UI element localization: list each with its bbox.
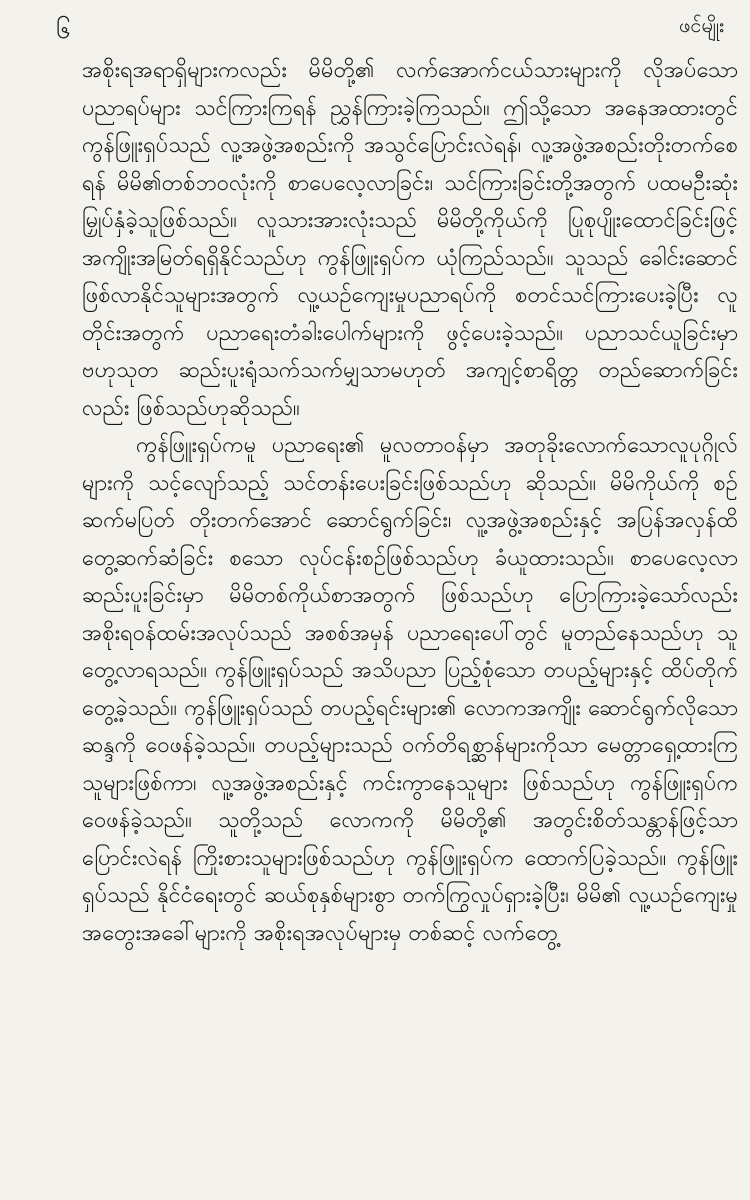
paragraph-2: ကွန်ဖြူးရှပ်ကမူ ပညာရေး၏ မူလတာဝန်မှာ အတုခိုးလောက်သောလူပုဂ္ဂိုလ်များကို သင့်လျော်သည့် သင်တန်းပေးခြင်းဖြစ်သည်ဟု ဆိုသည်။ မိမိကိုယ်ကို စဉ်ဆက်မပြတ် တိုးတက်အောင် ဆောင်ရွက်ခြင်း၊ လူ့အဖွဲ့အစည်းနှင့် အပြန်အလှန်ထိတွေ့ဆက်ဆံခြင်း စသော လုပ်ငန်းစဉ်ဖြစ်သည်ဟု ခံယူထားသည်။ စာပေလေ့လာဆည်းပူးခြင်းမှာ မိမိတစ်ကိုယ်စာအတွက် ဖြစ်သည်ဟု ပြောကြားခဲ့သော်လည်း အစိုးရဝန်ထမ်းအလုပ်သည် အစစ်အမှန် ပညာရေးပေါ်တွင် မူတည်နေသည်ဟု သူ တွေ့လာရသည်။ ကွန်ဖြူးရှပ်သည် အသိပညာ ပြည့်စုံသော တပည့်များနှင့် ထိပ်တိုက်တွေ့ခဲ့သည်။ ကွန်ဖြူးရှပ်သည် တပည့်ရင်းများ၏ လောကအကျိုး ဆောင်ရွက်လိုသော ဆန္ဒကို ဝေဖန်ခဲ့သည်။ တပည့်များသည် ဝက်တိရစ္ဆာန်များကိုသာ မေတ္တာရှေ့ထားကြသူများဖြစ်ကာ၊ လူ့အဖွဲ့အစည်းနှင့် ကင်းကွာနေသူများ ဖြစ်သည်ဟု ကွန်ဖြူးရှပ်က ဝေဖန်ခဲ့သည်။ သူတို့သည် လောကကို မိမိတို့၏ အတွင်းစိတ်သန္တာန်ဖြင့်သာ ပြောင်းလဲရန် ကြိုးစားသူများဖြစ်သည်ဟု ကွန်ဖြူးရှပ်က ထောက်ပြခဲ့သည်။ ကွန်ဖြူးရှပ်သည် နိုင်ငံရေးတွင် ဆယ်စုနှစ်များစွာ တက်ကြွလှုပ်ရှားခဲ့ပြီး၊ မိမိ၏ လူ့ယဉ်ကျေးမှု အတွေးအခေါ်များကို အစိုးရအလုပ်များမှ တစ်ဆင့် လက်တွေ့ xyxy=(82,433,738,946)
running-title: ဖင်မျိုး xyxy=(678,13,724,37)
paragraph-1: အစိုးရအရာရှိများကလည်း မိမိတို့၏ လက်အောက်ငယ်သားများကို လိုအပ်သောပညာရပ်များ သင်ကြားကြရန် ညွှန်ကြားခဲ့ကြသည်။ ဤသို့သော အနေအထားတွင် ကွန်ဖြူးရှပ်သည် လူ့အဖွဲ့အစည်းကို အသွင်ပြောင်းလဲရန်၊ လူ့အဖွဲ့အစည်းတိုးတက်စေရန် မိမိ၏တစ်ဘဝလုံးကို စာပေလေ့လာခြင်း၊ သင်ကြားခြင်းတို့အတွက် ပထမဦးဆုံး မြှုပ်နှံခဲ့သူဖြစ်သည်။ လူသားအားလုံးသည် မိမိတို့ကိုယ်ကို ပြုစုပျိုးထောင်ခြင်းဖြင့် အကျိုးအမြတ်ရရှိနိုင်သည်ဟု ကွန်ဖြူးရှပ်က ယုံကြည်သည်။ သူသည် ခေါင်းဆောင်ဖြစ်လာနိုင်သူများအတွက် လူ့ယဉ်ကျေးမှုပညာရပ်ကို စတင်သင်ကြားပေးခဲ့ပြီး လူတိုင်းအတွက် ပညာရေးတံခါးပေါက်များကို ဖွင့်ပေးခဲ့သည်။ ပညာသင်ယူခြင်းမှာ ဗဟုသုတ ဆည်းပူးရုံသက်သက်မျှသာမဟုတ် အကျင့်စာရိတ္တ တည်ဆောက်ခြင်းလည်း ဖြစ်သည်ဟုဆိုသည်။ xyxy=(82,58,738,421)
page-number: ၆ xyxy=(56,15,71,45)
page-header xyxy=(0,0,750,50)
body-text xyxy=(82,52,738,952)
